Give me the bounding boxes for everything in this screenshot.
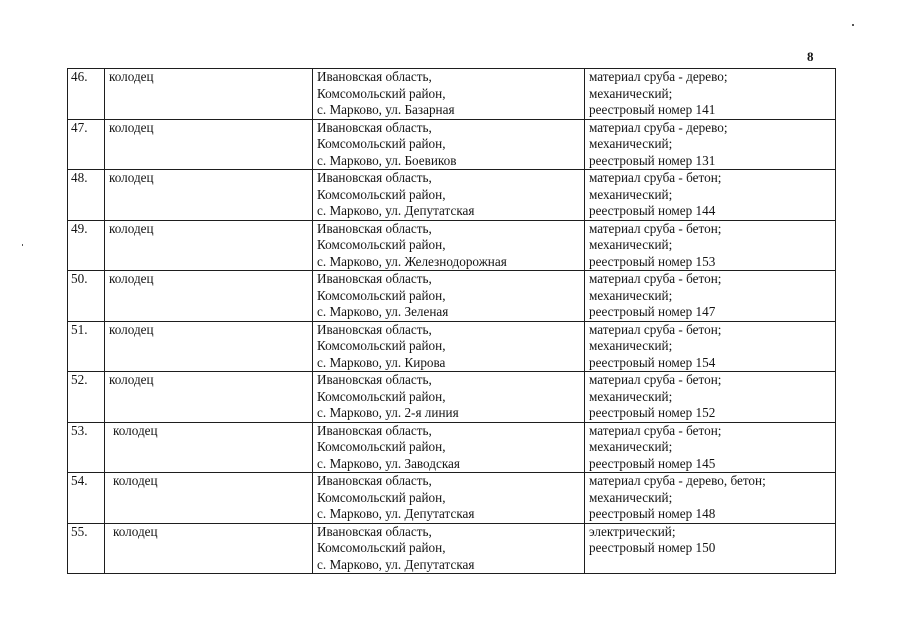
description-line: механический; — [589, 338, 673, 353]
table-row — [68, 321, 836, 372]
location-line: Комсомольский район, — [317, 540, 446, 555]
location-cell — [313, 119, 585, 170]
description-line: материал сруба - бетон; — [589, 321, 722, 337]
description-line: механический; — [589, 489, 673, 505]
object-type: колодец — [109, 69, 154, 84]
location-cell — [313, 170, 585, 221]
object-type-cell — [105, 170, 313, 221]
description-line: материал сруба - дерево; — [589, 119, 728, 135]
location-cell — [313, 473, 585, 524]
location-cell — [313, 321, 585, 372]
location-line: с. Марково, ул. 2-я линия — [317, 405, 459, 420]
location-line: Ивановская область, — [317, 119, 432, 135]
description-cell — [585, 523, 836, 574]
table-row — [68, 271, 836, 322]
description-cell — [585, 372, 836, 423]
object-type: колодец — [109, 321, 154, 337]
row-number: 49. — [68, 220, 105, 271]
description-cell — [585, 271, 836, 322]
description-line: реестровый номер 147 — [589, 304, 716, 319]
location-line: Ивановская область, — [317, 271, 432, 286]
object-type: колодец — [109, 271, 154, 286]
description-line: реестровый номер 131 — [589, 152, 716, 168]
row-number: 52. — [68, 372, 105, 423]
object-type-cell — [105, 321, 313, 372]
description-line: реестровый номер 148 — [589, 506, 716, 521]
description-line: реестровый номер 141 — [589, 102, 716, 117]
row-number: 54. — [68, 473, 105, 524]
description-line: механический; — [589, 237, 673, 252]
description-line: материал сруба - бетон; — [589, 170, 722, 185]
location-cell — [313, 523, 585, 574]
location-line: Комсомольский район, — [317, 237, 446, 252]
description-cell — [585, 473, 836, 524]
page-number: 8 — [807, 49, 814, 64]
location-line: Комсомольский район, — [317, 85, 446, 101]
table-row — [68, 372, 836, 423]
location-line: Ивановская область, — [317, 321, 432, 337]
location-line: Ивановская область, — [317, 422, 432, 438]
description-line: механический; — [589, 85, 673, 101]
description-cell — [585, 69, 836, 120]
row-number: 50. — [68, 271, 105, 322]
location-line: с. Марково, ул. Базарная — [317, 102, 455, 117]
location-cell — [313, 69, 585, 120]
object-type-cell — [105, 119, 313, 170]
description-line: реестровый номер 150 — [589, 540, 716, 555]
description-cell — [585, 170, 836, 221]
location-line: с. Марково, ул. Зеленая — [317, 304, 449, 319]
location-line: Ивановская область, — [317, 523, 432, 539]
location-line: с. Марково, ул. Железнодорожная — [317, 253, 507, 269]
location-cell — [313, 422, 585, 473]
description-line: реестровый номер 144 — [589, 203, 716, 218]
table-row — [68, 69, 836, 120]
wells-registry-table — [67, 68, 836, 574]
location-line: с. Марково, ул. Депутатская — [317, 203, 475, 218]
location-line: Комсомольский район, — [317, 136, 446, 151]
table-row — [68, 220, 836, 271]
description-line: материал сруба - бетон; — [589, 220, 722, 236]
description-line: электрический; — [589, 523, 676, 539]
row-number: 55. — [68, 523, 105, 574]
description-line: материал сруба - дерево, бетон; — [589, 473, 766, 488]
location-line: Комсомольский район, — [317, 489, 446, 505]
object-type: колодец — [109, 119, 154, 135]
location-line: Ивановская область, — [317, 473, 432, 488]
description-line: материал сруба - бетон; — [589, 422, 722, 438]
location-cell — [313, 271, 585, 322]
description-line: механический; — [589, 439, 673, 454]
location-line: Комсомольский район, — [317, 287, 446, 303]
row-number: 46. — [68, 69, 105, 120]
description-cell — [585, 119, 836, 170]
table-row — [68, 523, 836, 574]
description-cell — [585, 220, 836, 271]
table-body — [68, 69, 836, 574]
table-row — [68, 473, 836, 524]
row-number: 53. — [68, 422, 105, 473]
object-type-cell — [105, 422, 313, 473]
object-type-cell — [105, 220, 313, 271]
scan-speck — [852, 24, 854, 26]
row-number: 48. — [68, 170, 105, 221]
table-row — [68, 170, 836, 221]
object-type: колодец — [113, 422, 158, 438]
description-line: материал сруба - дерево; — [589, 69, 728, 84]
location-line: с. Марково, ул. Заводская — [317, 455, 460, 471]
description-line: материал сруба - бетон; — [589, 372, 722, 387]
description-cell — [585, 422, 836, 473]
object-type-cell — [105, 271, 313, 322]
object-type: колодец — [109, 372, 154, 387]
location-line: с. Марково, ул. Депутатская — [317, 506, 475, 521]
scan-speck — [22, 244, 23, 246]
table-row — [68, 422, 836, 473]
object-type: колодец — [109, 170, 154, 185]
location-line: с. Марково, ул. Боевиков — [317, 152, 457, 168]
location-line: с. Марково, ул. Депутатская — [317, 556, 475, 572]
description-line: механический; — [589, 388, 673, 404]
location-line: Ивановская область, — [317, 170, 432, 185]
location-line: Ивановская область, — [317, 372, 432, 387]
description-cell — [585, 321, 836, 372]
object-type: колодец — [109, 220, 154, 236]
description-line: механический; — [589, 287, 673, 303]
object-type: колодец — [113, 523, 158, 539]
location-line: с. Марково, ул. Кирова — [317, 354, 446, 370]
location-line: Ивановская область, — [317, 220, 432, 236]
object-type-cell — [105, 523, 313, 574]
description-line: механический; — [589, 136, 673, 151]
object-type-cell — [105, 473, 313, 524]
object-type-cell — [105, 372, 313, 423]
description-line: механический; — [589, 186, 673, 202]
location-line: Ивановская область, — [317, 69, 432, 84]
location-line: Комсомольский район, — [317, 186, 446, 202]
location-cell — [313, 372, 585, 423]
object-type-cell — [105, 69, 313, 120]
description-line: реестровый номер 154 — [589, 354, 716, 370]
description-line: материал сруба - бетон; — [589, 271, 722, 286]
description-line: реестровый номер 152 — [589, 405, 716, 420]
location-line: Комсомольский район, — [317, 439, 446, 454]
description-line: реестровый номер 145 — [589, 455, 716, 471]
object-type: колодец — [113, 473, 158, 488]
table-row — [68, 119, 836, 170]
row-number: 47. — [68, 119, 105, 170]
row-number: 51. — [68, 321, 105, 372]
location-cell — [313, 220, 585, 271]
location-line: Комсомольский район, — [317, 338, 446, 353]
location-line: Комсомольский район, — [317, 388, 446, 404]
description-line: реестровый номер 153 — [589, 253, 716, 269]
